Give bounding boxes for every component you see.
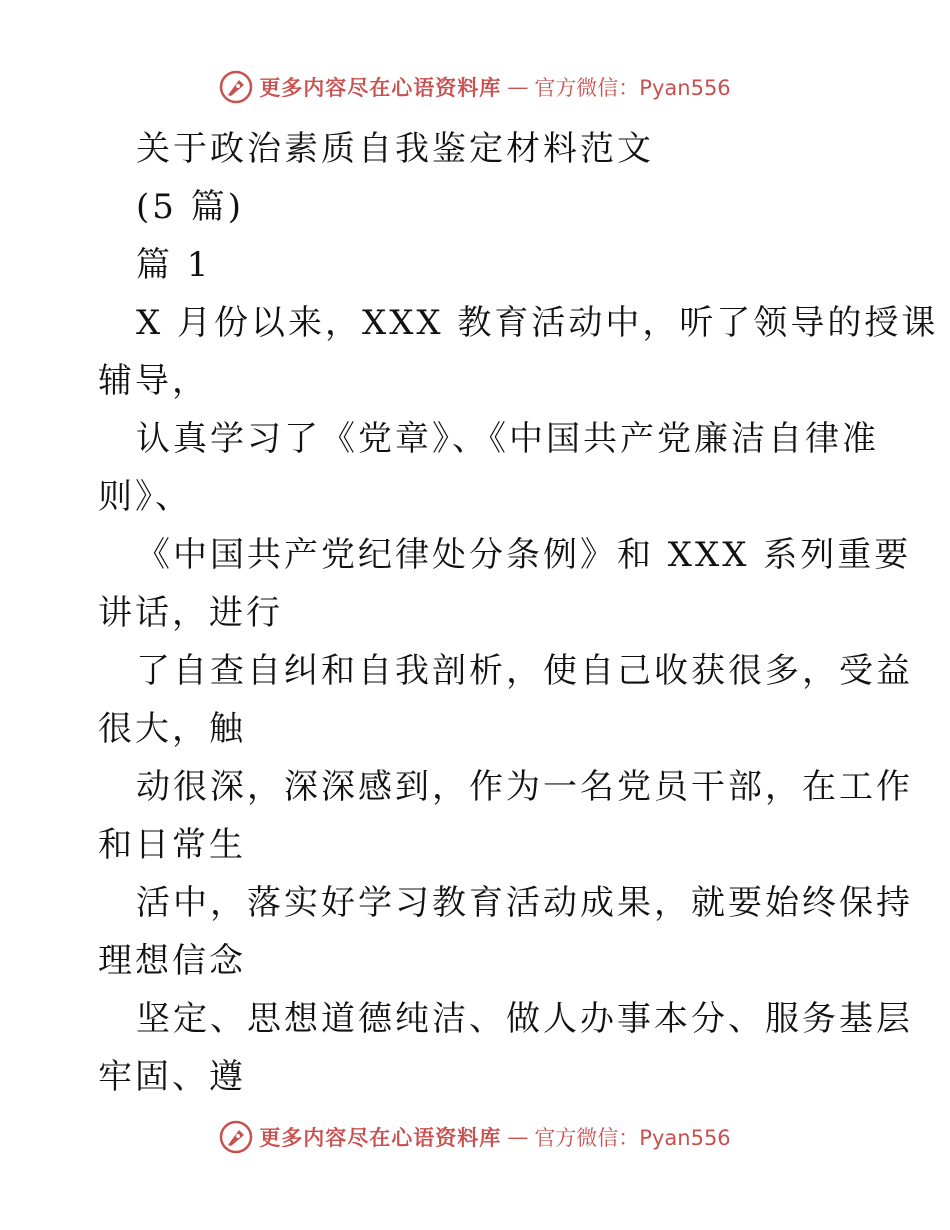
paragraph-line: 坚定、思想道德纯洁、做人办事本分、服务基层 [136,999,913,1039]
banner-separator: — [507,1125,529,1149]
paragraph-line: 理想信念 [98,941,246,981]
section-heading: 篇 1 [136,245,212,285]
banner-separator: — [507,75,529,99]
banner-wechat-text: 官方微信：Pyan556 [534,1126,731,1150]
header-banner [0,70,950,104]
banner-site-text: 更多内容尽在心语资料库 [259,75,502,100]
paragraph-line: 讲话，进行 [98,593,283,633]
banner-wechat-text: 官方微信：Pyan556 [534,76,731,100]
paragraph-line: 动很深，深深感到，作为一名党员干部，在工作 [136,767,913,807]
pen-nib-logo-icon [219,1120,253,1154]
paragraph-line: 辅导， [98,361,209,401]
pen-nib-logo-icon [219,70,253,104]
paragraph-line: 活中，落实好学习教育活动成果，就要始终保持 [136,883,913,923]
document-body [98,120,939,1106]
banner-site-text: 更多内容尽在心语资料库 [259,1125,502,1150]
document-subtitle: (5 篇) [136,187,244,227]
paragraph-line: 很大，触 [98,709,246,749]
paragraph-line: 《中国共产党纪律处分条例》和 XXX 系列重要 [136,535,912,575]
paragraph-line: 则》、 [98,477,192,517]
paragraph-line: 和日常生 [98,825,246,865]
paragraph-line: X 月份以来，XXX 教育活动中，听了领导的授课 [136,303,939,343]
paragraph-line: 牢固、遵 [98,1057,246,1097]
paragraph-line: 认真学习了《党章》、《中国共产党廉洁自律准 [136,419,879,459]
paragraph-line: 了自查自纠和自我剖析，使自己收获很多，受益 [136,651,913,691]
document-title: 关于政治素质自我鉴定材料范文 [136,129,654,169]
footer-banner [0,1120,950,1154]
